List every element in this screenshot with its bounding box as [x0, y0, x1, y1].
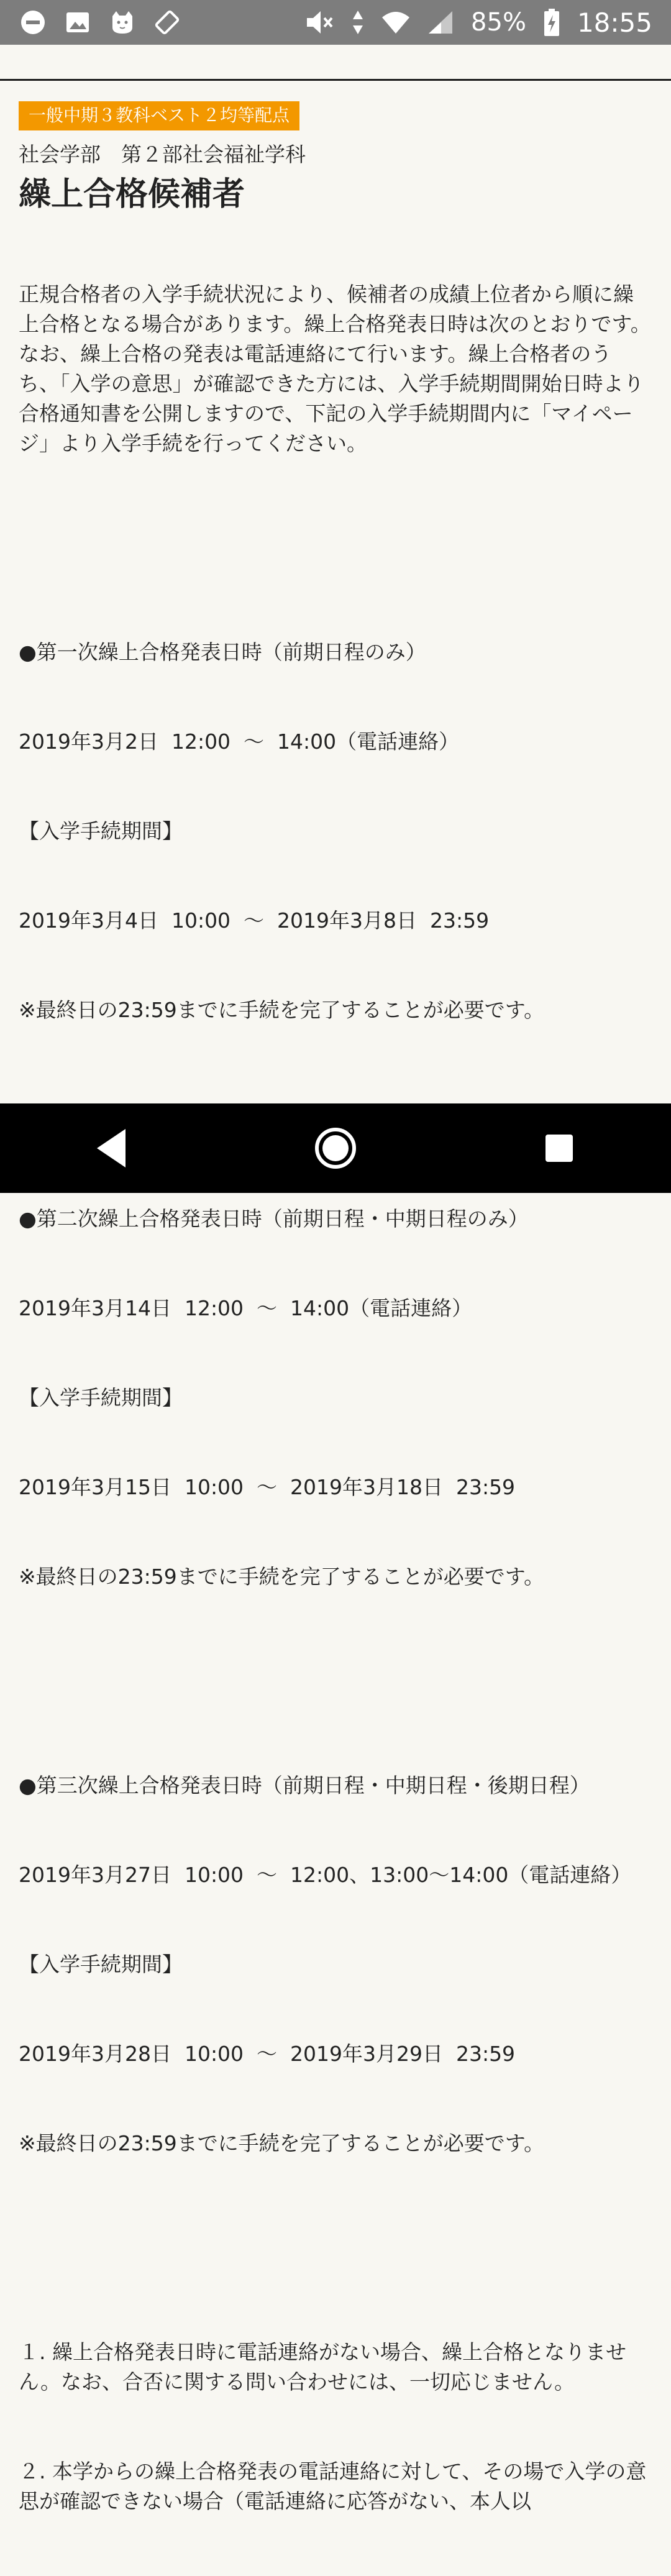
recents-icon[interactable]	[531, 1120, 587, 1176]
round-3-period-label: 【入学手続期間】	[19, 1952, 183, 1976]
round-2-announce: 2019年3月14日 12:00 ～ 14:00（電話連絡）	[19, 1295, 473, 1320]
page-content[interactable]	[0, 81, 671, 2513]
back-icon[interactable]	[84, 1120, 140, 1176]
round-1-period-label: 【入学手続期間】	[19, 818, 183, 843]
minus-circle-icon	[19, 8, 47, 37]
data-arrows-icon	[350, 8, 365, 37]
status-bar	[0, 0, 671, 45]
signal-icon	[426, 8, 455, 37]
note-2: ２. 本学からの繰上合格発表の電話連絡に対して、その場で入学の意思が確認できない場合（電話連絡に応答がない、本人以	[19, 2459, 647, 2513]
exam-type-badge: 一般中期３教科ベスト２均等配点	[19, 101, 299, 130]
image-icon	[63, 8, 92, 37]
mute-icon	[306, 8, 334, 37]
round-2-period-label: 【入学手続期間】	[19, 1385, 183, 1410]
wifi-icon	[381, 8, 410, 37]
home-icon[interactable]	[308, 1120, 363, 1176]
cat-icon	[108, 8, 137, 37]
round-3-heading: ●第三次繰上合格発表日時（前期日程・中期日程・後期日程）	[19, 1773, 590, 1797]
round-2-note: ※最終日の23:59までに手続を完了することが必要です。	[19, 1564, 545, 1589]
body-text	[19, 220, 652, 2576]
clock: 18:55	[577, 7, 652, 38]
round-1-heading: ●第一次繰上合格発表日時（前期日程のみ）	[19, 639, 426, 664]
battery-percent: 85%	[471, 8, 526, 37]
round-2-period: 2019年3月15日 10:00 ～ 2019年3月18日 23:59	[19, 1474, 516, 1499]
round-1-note: ※最終日の23:59までに手続を完了することが必要です。	[19, 997, 545, 1022]
page-title: 繰上合格候補者	[19, 175, 245, 213]
round-2-heading: ●第二次繰上合格発表日時（前期日程・中期日程のみ）	[19, 1206, 529, 1231]
round-3-announce: 2019年3月27日 10:00 ～ 12:00、13:00～14:00（電話連絡）	[19, 1862, 632, 1887]
page-header	[0, 45, 671, 81]
department-label: 社会学部 第２部社会福祉学科	[19, 142, 306, 167]
round-3-note: ※最終日の23:59までに手続を完了することが必要です。	[19, 2131, 545, 2155]
rotate-icon	[153, 8, 181, 37]
round-1-announce: 2019年3月2日 12:00 ～ 14:00（電話連絡）	[19, 729, 460, 754]
navigation-bar	[0, 1103, 671, 1193]
intro-paragraph: 正規合格者の入学手続状況により、候補者の成績上位者から順に繰上合格となる場合があります。繰上合格発表日時は次のとおりです。なお、繰上合格の発表は電話連絡にて行います。繰上合格者のうち、「入学の意思」が確認できた方には、入学手続期間開始日時より合格通知書を公開しますので、下記の入学手続期間内に「マイページ」より入学手続を行ってください。	[19, 281, 651, 455]
battery-charging-icon	[542, 8, 561, 37]
note-1: １. 繰上合格発表日時に電話連絡がない場合、繰上合格となりません。なお、合否に関する問い合わせには、一切応じません。	[19, 2339, 626, 2394]
round-3-period: 2019年3月28日 10:00 ～ 2019年3月29日 23:59	[19, 2041, 516, 2066]
round-1-period: 2019年3月4日 10:00 ～ 2019年3月8日 23:59	[19, 908, 490, 933]
